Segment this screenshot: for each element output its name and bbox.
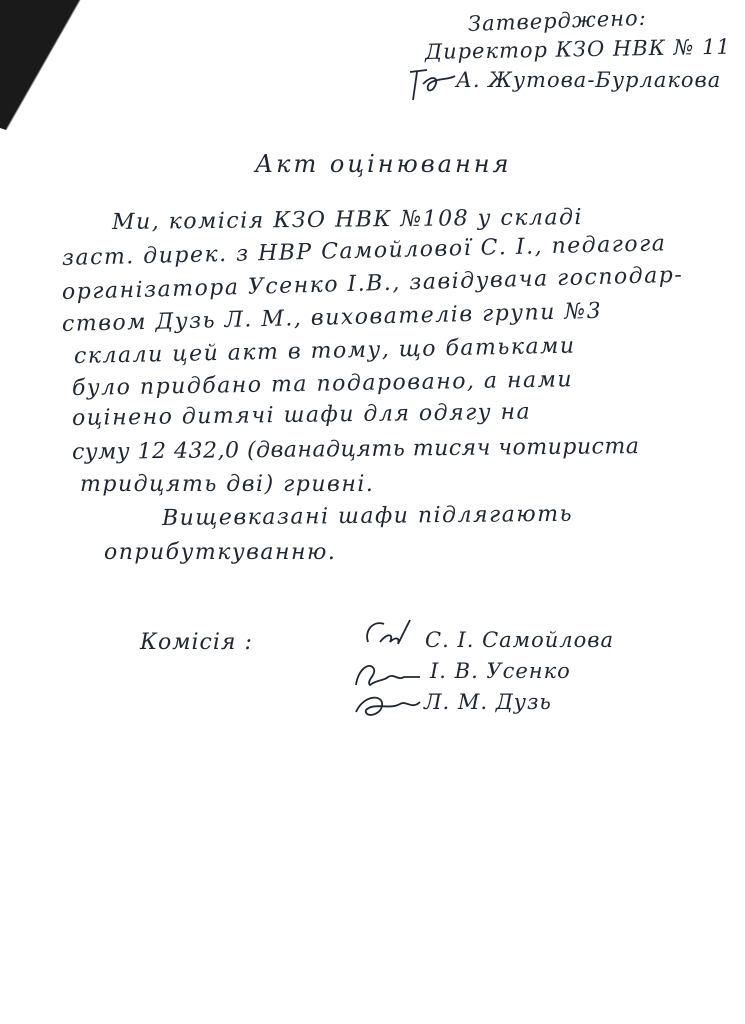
body-line-4: ством Дузь Л. М., вихователів групи №3 — [61, 298, 603, 337]
body-line-9: тридцять дві) гривні. — [80, 472, 375, 497]
body-line-10: Вищевказані шафи підлягають — [161, 501, 574, 531]
body-line-3: організатора Усенко І.В., завідувача господар- — [61, 262, 684, 305]
member-name-1: С. І. Самойлова — [425, 628, 614, 652]
approval-position: Директор КЗО НВК № 11 — [424, 34, 732, 64]
body-line-7: оцінено дитячі шафи для одягу на — [71, 399, 532, 431]
body-line-2: заст. дирек. з НВР Самойлової С. І., педагога — [61, 231, 667, 271]
director-name: А. Жутова-Бурлакова — [456, 68, 722, 92]
document-title: Акт оцінювання — [255, 150, 512, 178]
body-line-11: оприбуткуванню. — [104, 540, 337, 565]
commission-label: Комісія : — [140, 630, 253, 655]
body-line-6: було придбано та подаровано, а нами — [71, 367, 574, 401]
body-line-8: суму 12 432,0 (дванадцять тисяч чотириста — [71, 434, 640, 465]
signature-3 — [350, 688, 425, 728]
member-name-3: Л. М. Дузь — [424, 690, 552, 714]
member-name-2: І. В. Усенко — [430, 659, 571, 683]
body-line-1: Ми, комісія КЗО НВК №108 у складі — [111, 205, 584, 235]
body-line-5: склали цей акт в тому, що батьками — [73, 333, 576, 369]
approval-heading: Затверджено: — [467, 5, 648, 36]
signature-1 — [360, 612, 420, 654]
